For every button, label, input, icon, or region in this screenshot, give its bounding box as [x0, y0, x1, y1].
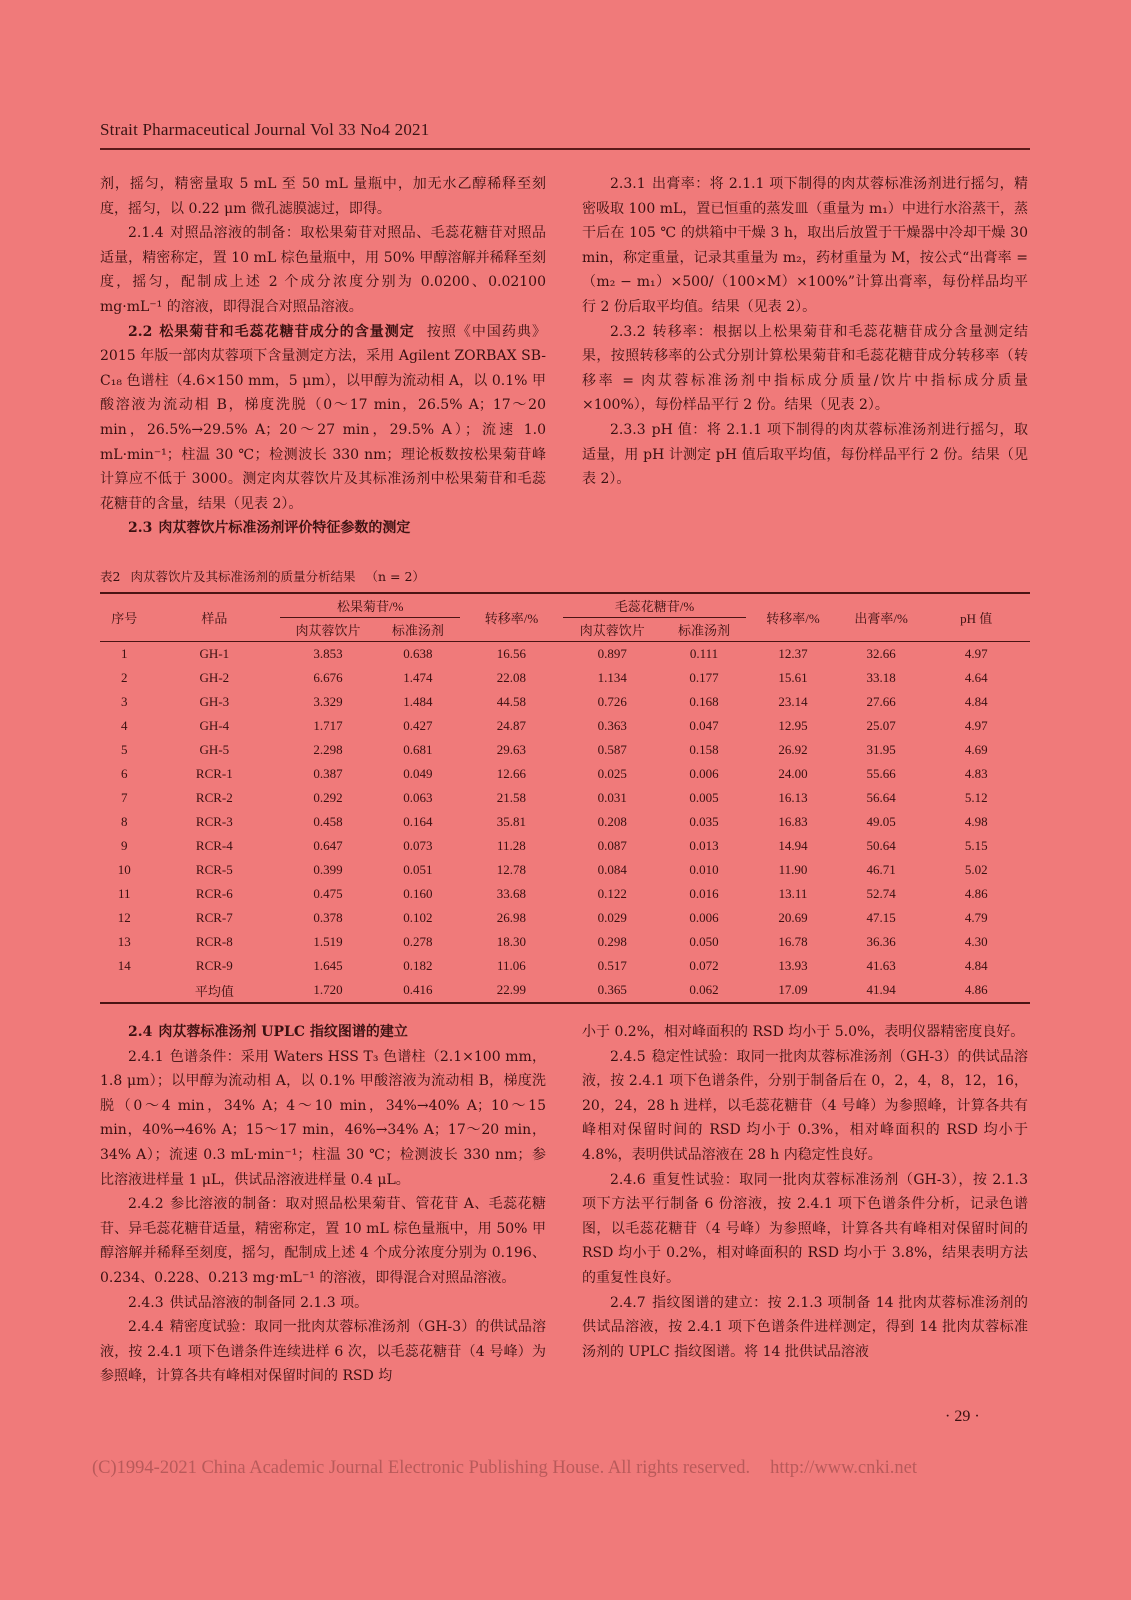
table-row: [100, 714, 1030, 738]
paragraph-text: 对照品溶液的制备：取松果菊苷对照品、毛蕊花糖苷对照品适量，精密称定，置 10 mL 棕色量瓶中，用 50% 甲醇溶解并稀释至刻度，摇匀，配制成上述 2 个成分浓度分别为 0.0200、0.02100 mg·mL⁻¹ 的溶液，即得混合对照品溶液。: [100, 225, 546, 315]
header-rule: [100, 148, 1030, 150]
left-column-top: [100, 172, 546, 541]
table-cell: 0.111: [689, 646, 719, 661]
paragraph: [100, 172, 546, 221]
left-column-bottom: [100, 1020, 546, 1389]
paragraph: [100, 320, 546, 517]
table-cell: 4: [120, 718, 128, 733]
table-cell: [100, 978, 148, 1003]
table-cell: 0.182: [403, 958, 433, 973]
table-cell: 8: [120, 814, 128, 829]
table-caption-label: 表2: [100, 569, 121, 584]
paragraph: [100, 1192, 546, 1290]
table-cell: 17.09: [746, 978, 840, 1003]
table-cell: 4.97: [964, 646, 988, 661]
table-cell: RCR-4: [195, 838, 233, 853]
cnki-url: http://www.cnki.net: [770, 1458, 917, 1478]
table-cell: 41.94: [840, 978, 923, 1003]
table-cell: 11.06: [497, 958, 526, 973]
section-number: 2.4.1: [128, 1048, 164, 1065]
paragraph-text: 稳定性试验：取同一批肉苁蓉标准汤剂（GH-3）的供试品溶液，按 2.4.1 项下色谱条件，分别于制备后在 0，2，4，8，12，16，20，24，28 h 进样，以毛蕊花糖苷（4 号峰）为参照峰，计算各共有峰相对保留时间的 RSD 均小于 0.3%，相对峰面积的 RSD 均小于 4.8%，表明供试品溶液在 28 h 内稳定性良好。: [582, 1048, 1028, 1163]
col-header-ph: pH 值: [922, 593, 1030, 642]
table-cell: 26.92: [778, 742, 808, 757]
table-row: [100, 978, 1030, 1003]
table-cell: 0.517: [597, 958, 627, 973]
table-cell: 12.95: [778, 718, 808, 733]
table-cell: 24.87: [496, 718, 527, 733]
table-cell: 12.78: [496, 862, 527, 877]
table-cell: 15.61: [778, 670, 808, 685]
table-cell: 0.072: [689, 958, 719, 973]
table-cell: 20.69: [778, 910, 808, 925]
running-header: Strait Pharmaceutical Journal Vol 33 No4 2021: [100, 120, 430, 139]
col-header-slice-2: 肉苁蓉饮片: [563, 618, 662, 642]
table-cell: 50.64: [866, 838, 896, 853]
table-row: [100, 642, 1030, 667]
table-cell: 4.30: [964, 934, 988, 949]
table-cell: 46.71: [866, 862, 896, 877]
table-cell: 22.99: [460, 978, 563, 1003]
paragraph: [582, 172, 1028, 320]
table-cell: 4.86: [922, 978, 1030, 1003]
table-cell: 6.676: [313, 670, 343, 685]
table-cell: 0.025: [597, 766, 627, 781]
table-cell: 0.158: [689, 742, 719, 757]
table-cell: 0.416: [376, 978, 460, 1003]
table-cell: 32.66: [866, 646, 896, 661]
paragraph: [100, 221, 546, 319]
paragraph: [100, 516, 546, 541]
section-number: 2.4.5: [610, 1048, 646, 1065]
col-header-sample: 样品: [148, 593, 280, 642]
copyright-footer: [92, 1458, 1052, 1479]
table-body: [100, 642, 1030, 1004]
table-cell: 4.83: [964, 766, 988, 781]
table-cell: 0.177: [689, 670, 719, 685]
table-cell: 2: [120, 670, 128, 685]
table-cell: 4.98: [964, 814, 988, 829]
table-cell: 0.102: [403, 910, 433, 925]
col-header-transfer-1: 转移率/%: [460, 593, 563, 642]
paragraph: [100, 1315, 546, 1389]
paragraph-text: 参比溶液的制备：取对照品松果菊苷、管花苷 A、毛蕊花糖苷、异毛蕊花糖苷适量，精密称定，置 10 mL 棕色量瓶中，用 50% 甲醇溶解并稀释至刻度，摇匀，配制成上述 4 个成分浓度分别为 0.196、0.234、0.228、0.213 mg·mL⁻¹ 的溶液，即得混合对照品溶液。: [100, 1196, 546, 1286]
col-header-transfer-2: 转移率/%: [746, 593, 840, 642]
table-cell: RCR-9: [195, 958, 233, 973]
table-cell: 4.69: [964, 742, 988, 757]
table-cell: 0.062: [662, 978, 746, 1003]
table-cell: 0.399: [313, 862, 343, 877]
paragraph: [100, 1045, 546, 1193]
table-cell: 2.298: [313, 742, 343, 757]
paragraph: [582, 1168, 1028, 1291]
table-cell: 1.474: [403, 670, 433, 685]
table-cell: GH-5: [199, 742, 230, 757]
section-title: 肉苁蓉饮片标准汤剂评价特征参数的测定: [158, 520, 411, 537]
col-header-slice-1: 肉苁蓉饮片: [280, 618, 375, 642]
table-cell: 16.13: [778, 790, 808, 805]
table-cell: RCR-7: [195, 910, 233, 925]
table-cell: 14.94: [778, 838, 808, 853]
section-number: 2.4.7: [610, 1294, 646, 1311]
table-cell: 7: [120, 790, 128, 805]
table-cell: 0.168: [689, 694, 719, 709]
table-cell: 0.363: [597, 718, 627, 733]
table-row: [100, 954, 1030, 978]
table-cell: 4.97: [964, 718, 988, 733]
section-number: 2.3.1: [610, 176, 646, 192]
table-cell: 4.84: [964, 958, 988, 973]
table-cell: 0.726: [597, 694, 627, 709]
paragraph-text: 指纹图谱的建立：按 2.1.3 项制备 14 批肉苁蓉标准汤剂的供试品溶液，按 2.4.1 项下色谱条件进样测定，得到 14 批肉苁蓉标准汤剂的 UPLC 指纹图谱。将 14 批供试品溶液: [582, 1294, 1028, 1360]
paragraph-text: pH 值：将 2.1.1 项下制得的肉苁蓉标准汤剂进行摇匀，取适量，用 pH 计测定 pH 值后取平均值，每份样品平行 2 份。结果（见表 2）。: [582, 421, 1028, 488]
paragraph: [100, 1291, 546, 1316]
right-column-top: [582, 172, 1028, 492]
table-cell: 33.18: [866, 670, 896, 685]
table-cell: RCR-8: [195, 934, 233, 949]
table-cell: 0.005: [689, 790, 719, 805]
table-cell: 13.93: [778, 958, 808, 973]
table-cell: 12: [117, 910, 131, 925]
section-number: 2.3.2: [610, 323, 646, 340]
paragraph: [100, 1020, 546, 1045]
table-cell: 1.645: [313, 958, 343, 973]
col-header-index: 序号: [100, 593, 148, 642]
col-header-decoction-2: 标准汤剂: [662, 618, 746, 642]
table-cell: 22.08: [496, 670, 527, 685]
table-cell: RCR-5: [195, 862, 233, 877]
section-number: 2.1.4: [128, 225, 164, 242]
table-cell: 5.12: [964, 790, 988, 805]
page-number: · 29 ·: [945, 1408, 980, 1425]
table-cell: 47.15: [866, 910, 896, 925]
paragraph: [582, 1020, 1028, 1045]
table-caption-n: （n = 2）: [365, 569, 425, 584]
table-row: [100, 930, 1030, 954]
table-cell: GH-3: [199, 694, 230, 709]
paragraph-text: 转移率：根据以上松果菊苷和毛蕊花糖苷成分含量测定结果，按照转移率的公式分别计算松果菊苷和毛蕊花糖苷成分转移率（转移率 = 肉苁蓉标准汤剂中指标成分质量/饮片中指标成分质量×100%），每份样品平行 2 份。结果（见表 2）。: [582, 323, 1028, 414]
paragraph: [582, 1045, 1028, 1168]
paragraph-text: 供试品溶液的制备同 2.1.3 项。: [169, 1294, 369, 1311]
table-cell: 3.853: [313, 646, 343, 661]
paragraph: [582, 320, 1028, 418]
paragraph-text: 精密度试验：取同一批肉苁蓉标准汤剂（GH-3）的供试品溶液，按 2.4.1 项下色谱条件连续进样 6 次，以毛蕊花糖苷（4 号峰）为参照峰，计算各共有峰相对保留时间的 RSD 均: [100, 1319, 546, 1385]
table-cell: 1.519: [313, 934, 343, 949]
table-cell: 0.087: [597, 838, 627, 853]
table-row: [100, 762, 1030, 786]
paragraph-text: 色谱条件：采用 Waters HSS T₃ 色谱柱（2.1×100 mm，1.8 μm）；以甲醇为流动相 A，以 0.1% 甲酸溶液为流动相 B，梯度洗脱（0～4 min，34% A；4～10 min，34%→40% A；10～15 min，40%→46% A；15～17 min，46%→34% A；17～20 min，34% A）；流速 0.3 mL·min⁻¹；柱温 30 ℃；检测波长 330 nm；参比溶液进样量 1 μL，供试品溶液进样量 0.4 μL。: [100, 1048, 546, 1188]
table-cell: 0.378: [313, 910, 343, 925]
section-title: 松果菊苷和毛蕊花糖苷成分的含量测定: [158, 323, 415, 340]
table-cell: 4.84: [964, 694, 988, 709]
paragraph-text: 重复性试验：取同一批肉苁蓉标准汤剂（GH-3），按 2.1.3 项下方法平行制备 6 份溶液，按 2.4.1 项下色谱条件分析，记录色谱图，以毛蕊花糖苷（4 号峰）为参照峰，计算各共有峰相对保留时间的 RSD 均小于 0.2%，相对峰面积的 RSD 均小于 3.8%，结果表明方法的重复性良好。: [582, 1171, 1028, 1286]
table-cell: 0.387: [313, 766, 343, 781]
col-header-yield: 出膏率/%: [840, 593, 923, 642]
section-number: 2.3: [128, 520, 153, 537]
table-cell: 平均值: [148, 978, 280, 1003]
table-cell: 25.07: [866, 718, 896, 733]
section-number: 2.4.3: [128, 1294, 164, 1311]
table-cell: 9: [120, 838, 128, 853]
table-cell: 1.720: [280, 978, 375, 1003]
table-cell: 0.073: [403, 838, 433, 853]
table-cell: RCR-6: [195, 886, 233, 901]
table-row: [100, 690, 1030, 714]
table-cell: 0.047: [689, 718, 719, 733]
table-cell: 0.647: [313, 838, 343, 853]
table-cell: 27.66: [866, 694, 896, 709]
table-cell: 0.427: [403, 718, 433, 733]
table-cell: GH-1: [199, 646, 230, 661]
table-cell: 4.79: [964, 910, 988, 925]
table-cell: 0.035: [689, 814, 719, 829]
table-cell: 0.278: [403, 934, 433, 949]
paragraph-text: 剂，摇匀，精密量取 5 mL 至 50 mL 量瓶中，加无水乙醇稀释至刻度，摇匀，以 0.22 μm 微孔滤膜滤过，即得。: [100, 176, 546, 217]
table-cell: 5.15: [964, 838, 988, 853]
table-cell: 23.14: [778, 694, 808, 709]
table-cell: 6: [120, 766, 128, 781]
section-title: 肉苁蓉标准汤剂 UPLC 指纹图谱的建立: [158, 1024, 408, 1040]
table-cell: 1: [120, 646, 128, 661]
table-cell: 1.717: [313, 718, 343, 733]
table-cell: 56.64: [866, 790, 896, 805]
table-cell: 0.029: [597, 910, 627, 925]
table-cell: 0.587: [597, 742, 627, 757]
table-cell: 11.90: [778, 862, 808, 877]
table-cell: 0.160: [403, 886, 433, 901]
table-cell: 0.208: [597, 814, 627, 829]
table-cell: 16.78: [778, 934, 808, 949]
table-row: [100, 666, 1030, 690]
table-cell: 0.897: [597, 646, 627, 661]
table-cell: 4.64: [964, 670, 988, 685]
table-cell: 49.05: [866, 814, 896, 829]
table-row: [100, 786, 1030, 810]
table-cell: 36.36: [866, 934, 896, 949]
table-cell: 0.010: [689, 862, 719, 877]
table-row: [100, 906, 1030, 930]
paragraph: [582, 418, 1028, 492]
table-cell: 35.81: [496, 814, 527, 829]
table-cell: GH-2: [199, 670, 230, 685]
section-number: 2.4.2: [128, 1196, 164, 1213]
table-cell: 31.95: [866, 742, 896, 757]
table-cell: 0.084: [597, 862, 627, 877]
table-cell: 0.365: [563, 978, 662, 1003]
table-cell: 0.051: [403, 862, 433, 877]
table-row: [100, 882, 1030, 906]
table-cell: 0.049: [403, 766, 433, 781]
table-row: [100, 834, 1030, 858]
table-cell: 0.031: [597, 790, 627, 805]
col-header-decoction-1: 标准汤剂: [376, 618, 460, 642]
table-caption-title: 肉苁蓉饮片及其标准汤剂的质量分析结果: [130, 569, 356, 584]
table-cell: 0.006: [689, 910, 719, 925]
table-cell: 44.58: [496, 694, 527, 709]
table-cell: 0.016: [689, 886, 719, 901]
table-cell: 0.013: [689, 838, 719, 853]
right-column-bottom: [582, 1020, 1028, 1364]
table-cell: GH-4: [199, 718, 230, 733]
table-cell: 13: [117, 934, 131, 949]
table-cell: 11: [117, 886, 131, 901]
paragraph: [582, 1291, 1028, 1365]
section-number: 2.2: [128, 323, 153, 340]
table-cell: 13.11: [778, 886, 808, 901]
table-cell: 0.298: [597, 934, 627, 949]
col-header-acteoside: 毛蕊花糖苷/%: [563, 593, 746, 618]
table-cell: 11.28: [497, 838, 526, 853]
table-cell: 0.122: [597, 886, 627, 901]
table-cell: 3: [120, 694, 128, 709]
table-cell: 16.56: [496, 646, 527, 661]
copyright-text: (C)1994-2021 China Academic Journal Electronic Publishing House. All rights reserved.: [92, 1458, 751, 1478]
table-cell: 16.83: [778, 814, 808, 829]
paragraph-text: 出膏率：将 2.1.1 项下制得的肉苁蓉标准汤剂进行摇匀，精密吸取 100 mL，置已恒重的蒸发皿（重量为 m₁）中进行水浴蒸干，蒸干后在 105 ℃ 的烘箱中干燥 3 h，取出后放置于干燥器中冷却干燥 30 min，称定重量，记录其重量为 m₂，药材重量为 M，按公式“出膏率 =（m₂ − m₁）×500/（100×M）×100%”计算出膏率，每份样品均平行 2 份后取平均值。结果（见表 2）。: [582, 176, 1028, 315]
table-cell: 1.484: [403, 694, 433, 709]
table-cell: 1.134: [597, 670, 627, 685]
col-header-echinacoside: 松果菊苷/%: [280, 593, 460, 618]
table-cell: 5: [120, 742, 128, 757]
table-cell: 29.63: [496, 742, 527, 757]
table-row: [100, 858, 1030, 882]
table-cell: 41.63: [866, 958, 896, 973]
table-cell: 24.00: [778, 766, 808, 781]
table-cell: RCR-1: [195, 766, 233, 781]
table-cell: 0.164: [403, 814, 433, 829]
paragraph-text: 按照《中国药典》2015 年版一部肉苁蓉项下含量测定方法，采用 Agilent ZORBAX SB-C₁₈ 色谱柱（4.6×150 mm，5 μm），以甲醇为流动相 A，以 0.1% 甲酸溶液为流动相 B，梯度洗脱（0～17 min，26.5% A；17～20 min，26.5%→29.5% A；20～27 min，29.5% A）；流速 1.0 mL·min⁻¹；柱温 30 ℃；检测波长 330 nm；理论板数按松果菊苷峰计算应不低于 3000。测定肉苁蓉饮片及其标准汤剂中松果菊苷和毛蕊花糖苷的含量，结果（见表 2）。: [100, 323, 547, 512]
table-cell: 33.68: [496, 886, 527, 901]
table-cell: 0.050: [689, 934, 719, 949]
table-cell: 12.66: [496, 766, 527, 781]
section-number: 2.3.3: [610, 421, 646, 438]
table-cell: 0.458: [313, 814, 343, 829]
table-cell: 55.66: [866, 766, 896, 781]
table-cell: RCR-3: [195, 814, 233, 829]
table-cell: 52.74: [866, 886, 896, 901]
table-cell: 18.30: [496, 934, 527, 949]
table-row: [100, 810, 1030, 834]
quality-analysis-table: [100, 592, 1030, 1004]
table-cell: 4.86: [964, 886, 988, 901]
table-cell: 0.292: [313, 790, 343, 805]
table-cell: 3.329: [313, 694, 343, 709]
table-cell: 14: [117, 958, 131, 973]
table-cell: 0.475: [313, 886, 343, 901]
table-cell: 5.02: [964, 862, 988, 877]
table-cell: 0.681: [403, 742, 433, 757]
table-cell: 0.638: [403, 646, 433, 661]
table-cell: 0.063: [403, 790, 433, 805]
section-number: 2.4.4: [128, 1319, 164, 1336]
table-caption: [100, 567, 1030, 585]
paragraph-text: 小于 0.2%，相对峰面积的 RSD 均小于 5.0%，表明仪器精密度良好。: [582, 1024, 1025, 1040]
table-cell: 10: [117, 862, 131, 877]
table-row: [100, 738, 1030, 762]
table-cell: 0.006: [689, 766, 719, 781]
table-cell: 12.37: [778, 646, 808, 661]
table-cell: 26.98: [496, 910, 527, 925]
table-cell: RCR-2: [195, 790, 233, 805]
table-cell: 21.58: [496, 790, 527, 805]
section-number: 2.4: [128, 1024, 153, 1040]
section-number: 2.4.6: [610, 1171, 646, 1188]
